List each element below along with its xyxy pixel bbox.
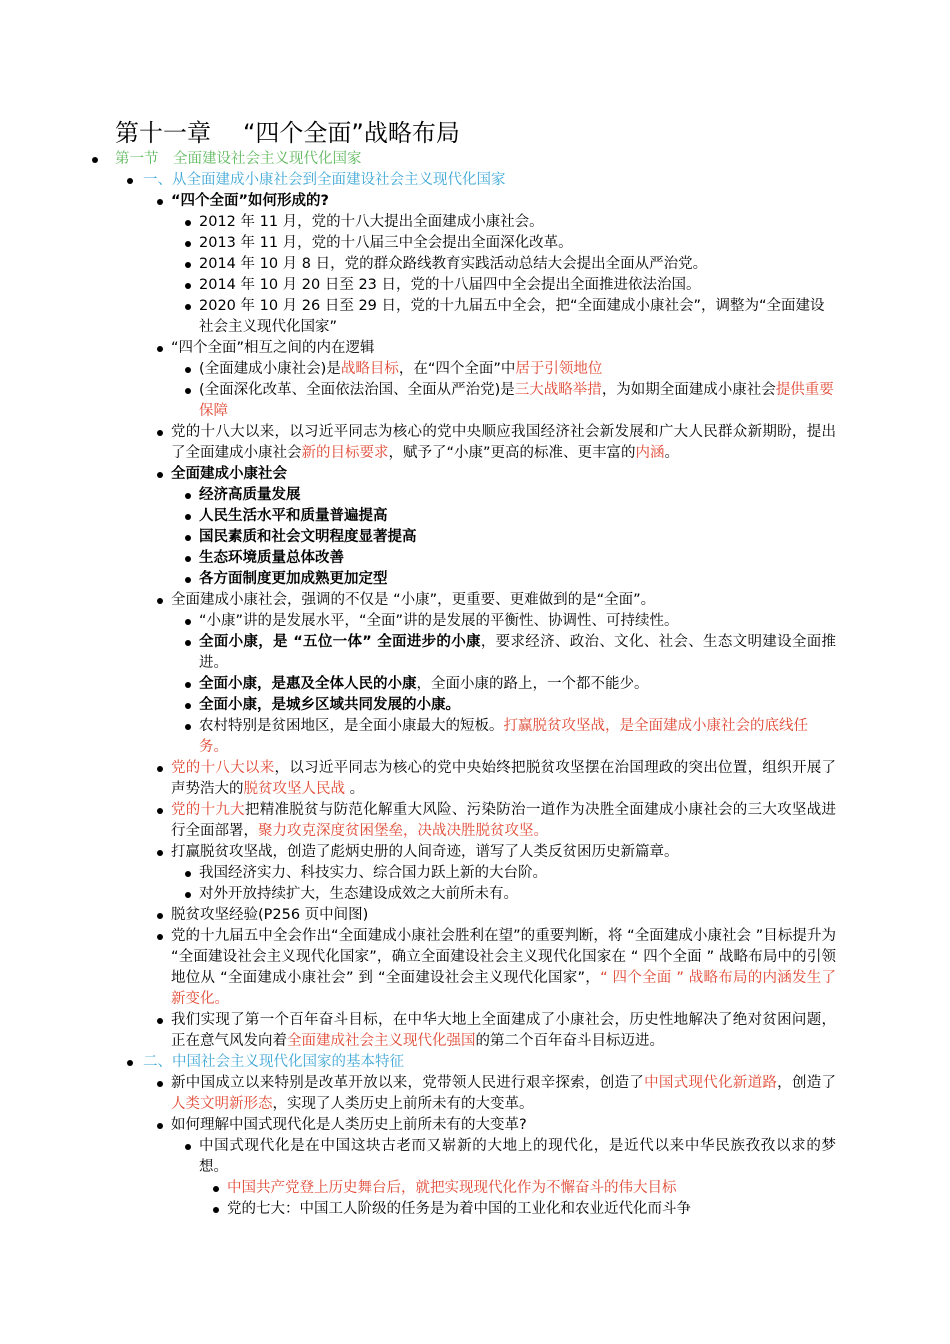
list-item: 全面建成小康社会 [0,464,836,485]
list-item: 2020 年 10 月 26 日至 29 日，党的十九届五中全会，把“全面建成小康社会”，调整为“全面建设社会主义现代化国家” [0,296,836,338]
chapter-number: 第十一章 [115,119,211,147]
subsection-heading: 二、中国社会主义现代化国家的基本特征 [0,1052,950,1073]
list-item: 全面小康，是 “五位一体” 全面进步的小康，要求经济、政治、文化、社会、生态文明建设全面推进。 [0,632,836,674]
subsection-heading: 一、从全面建成小康社会到全面建设社会主义现代化国家 [0,170,950,191]
list-item: 对外开放持续扩大，生态建设成效之大前所未有。 [0,884,836,905]
list-item: 国民素质和社会文明程度显著提高 [0,527,836,548]
list-item: (全面建成小康社会)是战略目标，在“四个全面”中居于引领地位 [0,359,836,380]
list-item: 2014 年 10 月 8 日，党的群众路线教育实践活动总结大会提出全面从严治党。 [0,254,836,275]
list-item: 党的十八大以来，以习近平同志为核心的党中央始终把脱贫攻坚摆在治国理政的突出位置，组织开展了声势浩大的脱贫攻坚人民战 。 [0,758,836,800]
list-item: “小康”讲的是发展水平，“全面”讲的是发展的平衡性、协调性、可持续性。 [0,611,836,632]
list-item: 打赢脱贫攻坚战，创造了彪炳史册的人间奇迹，谱写了人类反贫困历史新篇章。 [0,842,836,863]
list-item: 党的十九届五中全会作出“全面建成小康社会胜利在望”的重要判断，将 “全面建成小康社会 ”目标提升为 “全面建设社会主义现代化国家”，确立全面建设社会主义现代化国家在 “ 四个全面 ” 战略布局中的引领地位从 “全面建成小康社会” 到 “全面建设社会主义现代化国家”，“ 四个全面 ” 战略布局的内涵发生了新变化。 [0,926,836,1010]
chapter-name: “四个全面”战略布局 [243,119,460,147]
list-item: 新中国成立以来特别是改革开放以来，党带领人民进行艰辛探索，创造了中国式现代化新道路，创造了人类文明新形态，实现了人类历史上前所未有的大变革。 [0,1073,836,1115]
list-item: “四个全面”相互之间的内在逻辑 [0,338,836,359]
list-item: 农村特别是贫困地区，是全面小康最大的短板。打赢脱贫攻坚战，是全面建成小康社会的底线任务。 [0,716,836,758]
list-item: 经济高质量发展 [0,485,836,506]
list-item: 2012 年 11 月，党的十八大提出全面建成小康社会。 [0,212,836,233]
list-item: 党的十九大把精准脱贫与防范化解重大风险、污染防治一道作为决胜全面建成小康社会的三大攻坚战进行全面部署，聚力攻克深度贫困堡垒，决战决胜脱贫攻坚。 [0,800,836,842]
chapter-title [115,116,460,150]
outline [0,149,950,1220]
list-item: 2013 年 11 月，党的十八届三中全会提出全面深化改革。 [0,233,836,254]
list-item: 脱贫攻坚经验(P256 页中间图) [0,905,836,926]
list-item: 生态环境质量总体改善 [0,548,836,569]
list-item: (全面深化改革、全面依法治国、全面从严治党)是三大战略举措，为如期全面建成小康社会提供重要保障 [0,380,836,422]
list-item: 全面小康，是城乡区域共同发展的小康。 [0,695,836,716]
list-item: 全面建成小康社会，强调的不仅是 “小康”，更重要、更难做到的是“全面”。 [0,590,836,611]
list-item: “四个全面”如何形成的? [0,191,836,212]
list-item: 各方面制度更加成熟更加定型 [0,569,836,590]
list-item: 全面小康，是惠及全体人民的小康，全面小康的路上，一个都不能少。 [0,674,836,695]
list-item: 我们实现了第一个百年奋斗目标，在中华大地上全面建成了小康社会，历史性地解决了绝对贫困问题，正在意气风发向着全面建成社会主义现代化强国的第二个百年奋斗目标迈进。 [0,1010,836,1052]
list-item: 我国经济实力、科技实力、综合国力跃上新的大台阶。 [0,863,836,884]
list-item: 党的十八大以来，以习近平同志为核心的党中央顺应我国经济社会新发展和广大人民群众新期盼，提出了全面建成小康社会新的目标要求，赋予了“小康”更高的标准、更丰富的内涵。 [0,422,836,464]
section-heading: 第一节 全面建设社会主义现代化国家 [0,149,950,170]
list-item: 中国式现代化是在中国这块古老而又崭新的大地上的现代化，是近代以来中华民族孜孜以求的梦想。 [0,1136,836,1178]
list-item: 中国共产党登上历史舞台后，就把实现现代化作为不懈奋斗的伟大目标 [0,1178,836,1199]
list-item: 党的七大：中国工人阶级的任务是为着中国的工业化和农业近代化而斗争 [0,1199,836,1220]
list-item: 人民生活水平和质量普遍提高 [0,506,836,527]
list-item: 2014 年 10 月 20 日至 23 日，党的十八届四中全会提出全面推进依法治国。 [0,275,836,296]
list-item: 如何理解中国式现代化是人类历史上前所未有的大变革? [0,1115,836,1136]
